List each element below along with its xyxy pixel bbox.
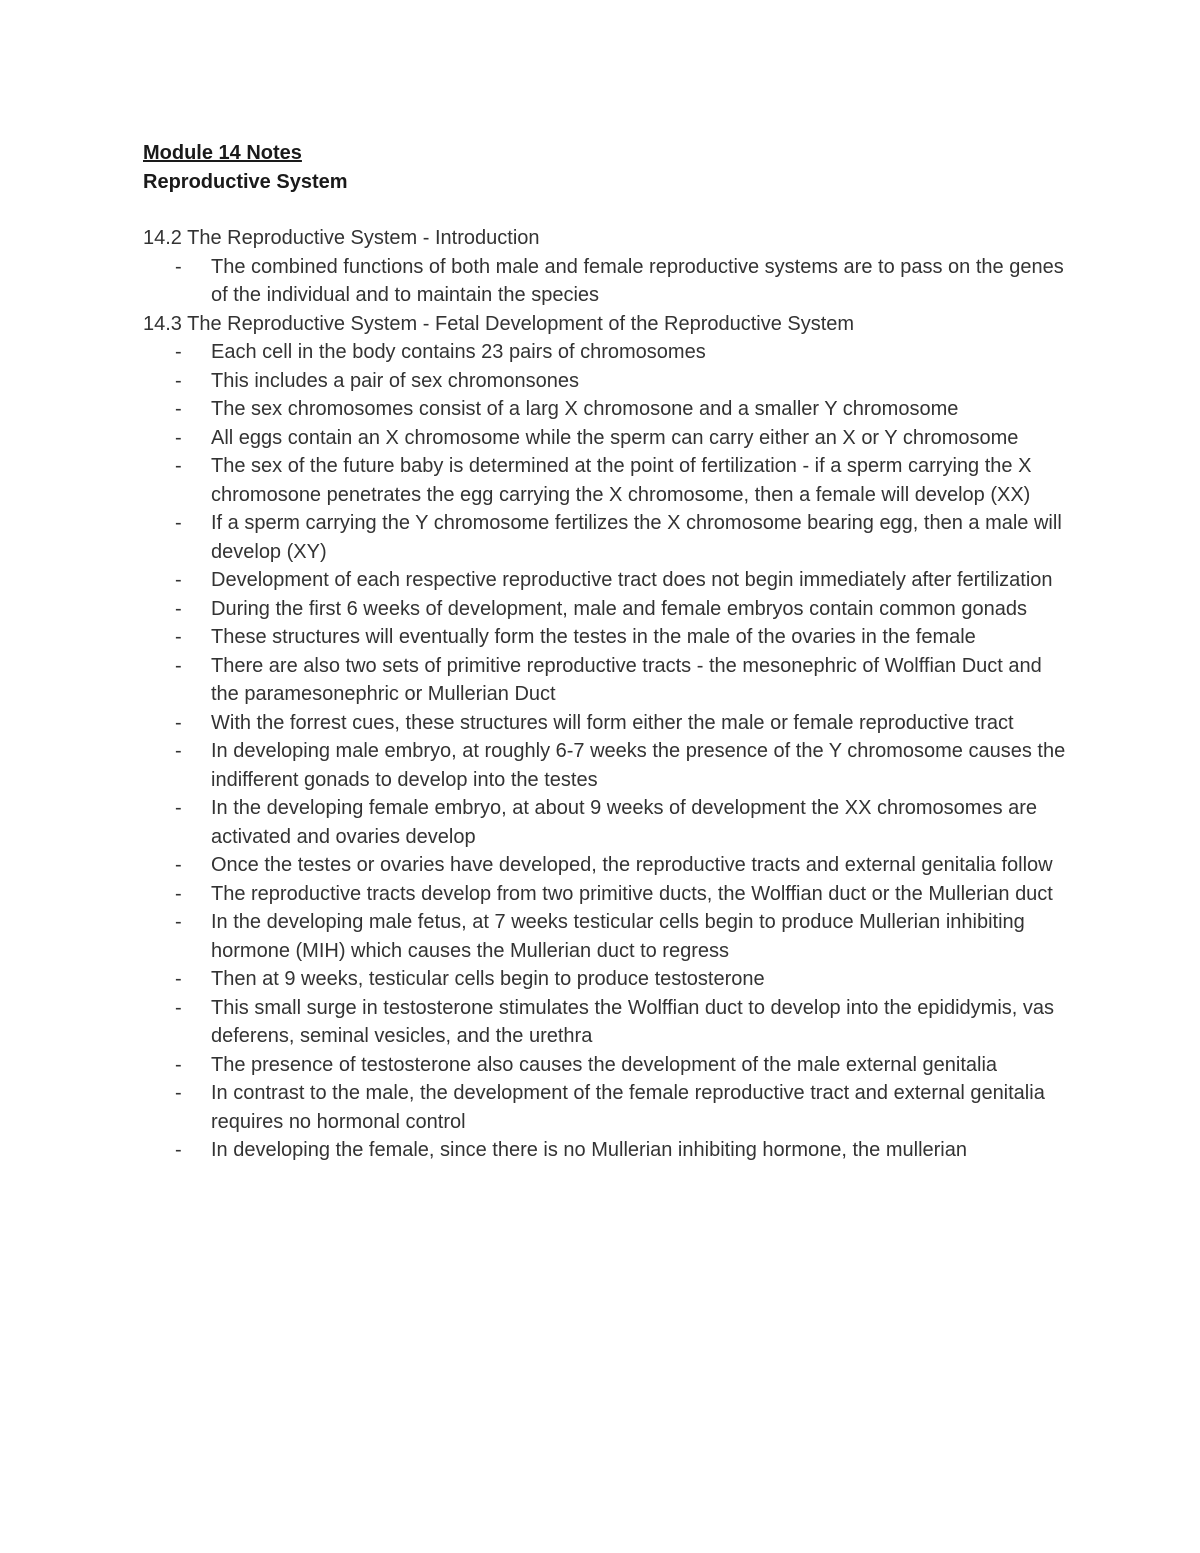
list-item <box>143 880 1073 909</box>
bullet-marker: - <box>175 597 182 620</box>
document-page <box>143 138 1073 1165</box>
bullet-marker: - <box>175 968 182 990</box>
bullet-text: If a sperm carrying the Y chromosome fertilizes the X chromosome bearing egg, then a male will develop (XY) <box>211 512 1062 563</box>
list-item <box>143 1136 1073 1165</box>
section-fetal-development <box>143 310 1073 1165</box>
bullet-marker: - <box>175 854 182 876</box>
bullet-list <box>143 338 1073 1165</box>
bullet-text: These structures will eventually form the testes in the male of the ovaries in the female <box>211 626 976 648</box>
bullet-marker: - <box>175 911 182 933</box>
bullet-text: The combined functions of both male and female reproductive systems are to pass on the genes of the individual and to maintain the species <box>211 255 1064 306</box>
spacer <box>143 196 1073 224</box>
bullet-marker: - <box>175 626 182 648</box>
list-item <box>143 338 1073 367</box>
bullet-text: In the developing male fetus, at 7 weeks testicular cells begin to produce Mullerian inhibiting hormone (MIH) which causes the Mullerian duct to regress <box>211 911 1025 962</box>
document-title: Module 14 Notes <box>143 142 302 164</box>
list-item <box>143 566 1073 595</box>
bullet-marker: - <box>175 740 182 762</box>
bullet-text: This includes a pair of sex chromonsones <box>211 369 579 392</box>
bullet-marker: - <box>175 369 182 392</box>
bullet-marker: - <box>175 1082 182 1104</box>
bullet-text: In contrast to the male, the development of the female reproductive tract and external genitalia requires no hormonal control <box>211 1082 1045 1133</box>
list-item <box>143 908 1073 965</box>
bullet-text: Once the testes or ovaries have developed, the reproductive tracts and external genitalia follow <box>211 854 1053 876</box>
bullet-marker: - <box>175 569 182 591</box>
bullet-text: In the developing female embryo, at about 9 weeks of development the XX chromosomes are activated and ovaries develop <box>211 797 1038 848</box>
list-item <box>143 709 1073 738</box>
bullet-marker: - <box>175 341 182 363</box>
bullet-marker: - <box>175 711 182 734</box>
bullet-text: The sex of the future baby is determined at the point of fertilization - if a sperm carrying the X chromosone penetrates the egg carrying the X chromosome, then a female will develop (XX) <box>211 455 1032 506</box>
bullet-marker: - <box>175 426 182 449</box>
bullet-marker: - <box>175 654 182 677</box>
bullet-text: The presence of testosterone also causes the development of the male external genitalia <box>211 1053 998 1076</box>
list-item <box>143 595 1073 624</box>
list-item <box>143 424 1073 453</box>
section-heading: 14.3 The Reproductive System - Fetal Development of the Reproductive System <box>143 312 855 335</box>
bullet-marker: - <box>175 455 182 477</box>
bullet-text: All eggs contain an X chromosome while the sperm can carry either an X or Y chromosome <box>211 426 1019 449</box>
document-subtitle: Reproductive System <box>143 171 348 193</box>
bullet-text: In developing male embryo, at roughly 6-7 weeks the presence of the Y chromosome causes the indifferent gonads to develop into the testes <box>211 740 1066 791</box>
bullet-text: The reproductive tracts develop from two primitive ducts, the Wolffian duct or the Mullerian duct <box>211 882 1053 905</box>
bullet-marker: - <box>175 797 182 819</box>
list-item <box>143 794 1073 851</box>
bullet-text: Development of each respective reproductive tract does not begin immediately after fertilization <box>211 569 1053 591</box>
list-item <box>143 623 1073 652</box>
bullet-marker: - <box>175 882 182 905</box>
bullet-marker: - <box>175 512 182 534</box>
bullet-marker: - <box>175 1053 182 1076</box>
list-item <box>143 851 1073 880</box>
list-item <box>143 1051 1073 1080</box>
bullet-text: There are also two sets of primitive reproductive tracts - the mesonephric of Wolffian Duct and the paramesonephric or Mullerian Duct <box>211 654 1042 705</box>
bullet-text: During the first 6 weeks of development, male and female embryos contain common gonads <box>211 597 1027 620</box>
list-item <box>143 737 1073 794</box>
list-item <box>143 452 1073 509</box>
list-item <box>143 253 1073 310</box>
bullet-text: With the forrest cues, these structures will form either the male or female reproductive tract <box>211 711 1014 734</box>
bullet-marker: - <box>175 1139 182 1161</box>
bullet-text: This small surge in testosterone stimulates the Wolffian duct to develop into the epididymis, vas deferens, seminal vesicles, and the urethra <box>211 996 1055 1047</box>
list-item <box>143 994 1073 1051</box>
bullet-text: In developing the female, since there is no Mullerian inhibiting hormone, the mullerian <box>211 1139 967 1161</box>
section-heading: 14.2 The Reproductive System - Introduction <box>143 227 540 249</box>
list-item <box>143 1079 1073 1136</box>
bullet-list <box>143 253 1073 310</box>
bullet-text: Then at 9 weeks, testicular cells begin to produce testosterone <box>211 968 765 990</box>
bullet-marker: - <box>175 398 182 420</box>
bullet-text: The sex chromosomes consist of a larg X chromosone and a smaller Y chromosome <box>211 398 959 420</box>
bullet-marker: - <box>175 996 182 1019</box>
section-intro <box>143 224 1073 310</box>
bullet-marker: - <box>175 255 182 278</box>
list-item <box>143 652 1073 709</box>
list-item <box>143 395 1073 424</box>
list-item <box>143 367 1073 396</box>
bullet-text: Each cell in the body contains 23 pairs of chromosomes <box>211 341 706 363</box>
list-item <box>143 509 1073 566</box>
list-item <box>143 965 1073 994</box>
